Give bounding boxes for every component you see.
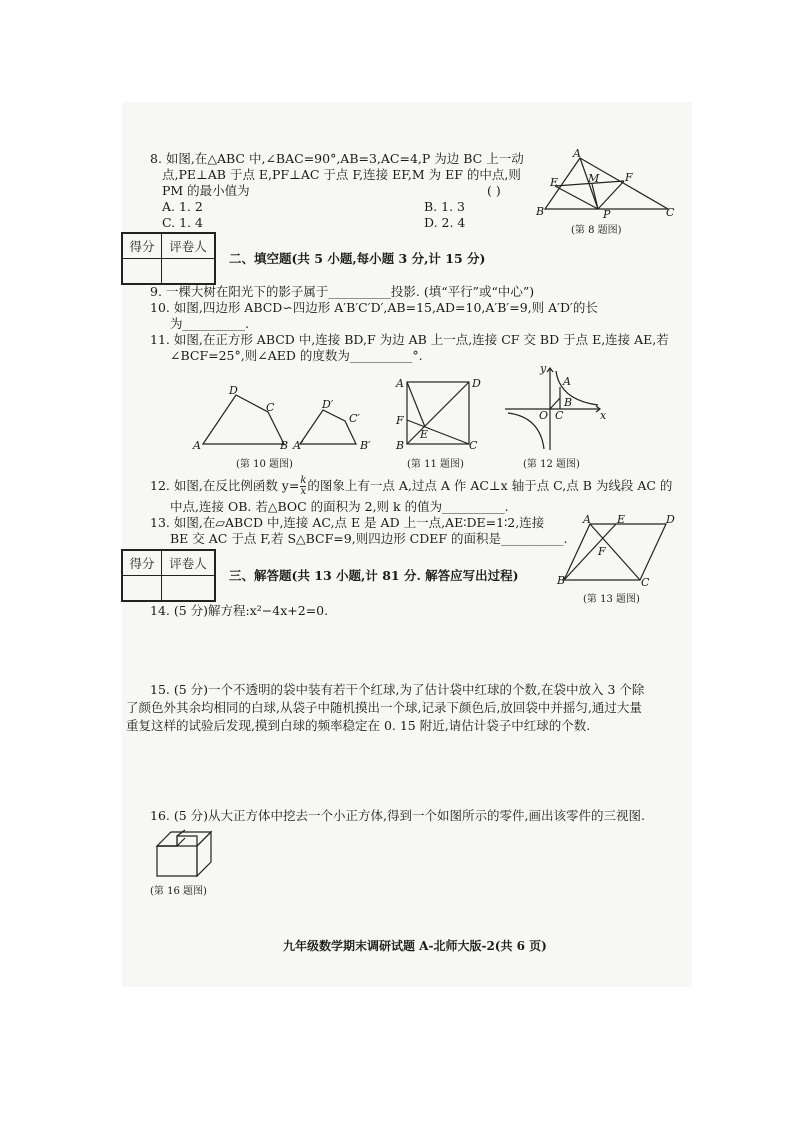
q8-answer-paren: ( ) [487, 183, 501, 198]
fig11-label-D: D [472, 377, 481, 390]
page-footer: 九年级数学期末调研试题 A-北师大版-2(共 6 页) [283, 939, 547, 953]
q12-text-pre: 12. 如图,在反比例函数 y= [150, 478, 300, 493]
fig11-label-F: F [396, 414, 404, 427]
fig10-label-A-prime: A′ [293, 439, 304, 452]
figure-11-square [405, 380, 471, 446]
q13-line-2: BE 交 AC 于点 F,若 S△BCF=9,则四边形 CDEF 的面积是__________. [170, 531, 568, 546]
q13-line-1: 13. 如图,在▱ABCD 中,连接 AC,点 E 是 AD 上一点,AE∶DE=1∶2,连接 [150, 515, 545, 530]
fig12-label-B: B [564, 396, 573, 409]
fig13-label-C: C [641, 576, 650, 589]
score-label: 得分 [123, 234, 162, 259]
fig11-label-B: B [396, 439, 405, 452]
fig13-label-A: A [583, 513, 591, 526]
q15-line-2: 了颜色外其余均相同的白球,从袋子中随机摸出一个球,记录下颜色后,放回袋中并摇匀,通过大量 [126, 700, 642, 715]
fig11-caption: (第 11 题图) [407, 459, 464, 470]
fig12-label-x: x [600, 409, 607, 422]
q12-frac-den: x [300, 486, 307, 497]
section-3-title: 三、解答题(共 13 小题,计 81 分. 解答应写出过程) [229, 568, 519, 583]
fig8-label-P: P [603, 208, 611, 221]
fig8-caption: (第 8 题图) [571, 225, 622, 236]
fig12-label-C: C [555, 409, 564, 422]
q8-option-c: C. 1. 4 [162, 215, 203, 230]
fig10-label-A: A [193, 439, 201, 452]
fig11-label-A: A [396, 377, 404, 390]
q8-option-d: D. 2. 4 [424, 215, 466, 230]
fig12-caption: (第 12 题图) [523, 459, 580, 470]
grader-cell[interactable] [162, 259, 215, 284]
fig12-label-y: y [540, 362, 547, 375]
grader-label: 评卷人 [162, 234, 215, 259]
fig11-label-E: E [420, 428, 429, 441]
q8-option-a: A. 1. 2 [162, 199, 203, 214]
score-cell[interactable] [123, 259, 162, 284]
figure-16-cube-part [155, 830, 215, 880]
q8-line-2: 点,PE⊥AB 于点 E,PF⊥AC 于点 F,连接 EF,M 为 EF 的中点,则 [162, 167, 521, 182]
q12-line-1 [150, 476, 672, 497]
fig13-label-E: E [617, 513, 626, 526]
fig10-label-D-prime: D′ [322, 398, 334, 411]
q8-option-b: B. 1. 3 [424, 199, 465, 214]
fig13-label-D: D [666, 513, 675, 526]
fig8-label-E: E [550, 176, 559, 189]
q15-line-3: 重复这样的试验后发现,摸到白球的频率稳定在 0. 15 附近,请估计袋子中红球的个数. [126, 718, 591, 733]
fig12-label-O: O [539, 409, 549, 422]
q12-line-2: 中点,连接 OB. 若△BOC 的面积为 2,则 k 的值为__________. [170, 499, 509, 514]
fig10-label-B-prime: B′ [360, 439, 371, 452]
score-box-2 [121, 549, 216, 602]
fig10-label-D: D [229, 384, 238, 397]
score-cell[interactable] [123, 576, 162, 601]
fig13-label-F: F [598, 545, 606, 558]
q12-frac-num: k [300, 475, 307, 486]
fig8-label-A: A [573, 147, 581, 160]
q11-line-1: 11. 如图,在正方形 ABCD 中,连接 BD,F 为边 AB 上一点,连接 CF 交 BD 于点 E,连接 AE,若 [150, 332, 669, 347]
q10-line-2: 为__________. [170, 316, 249, 331]
score-label: 得分 [123, 551, 162, 576]
fig11-label-C: C [469, 439, 478, 452]
section-2-title: 二、填空题(共 5 小题,每小题 3 分,计 15 分) [229, 251, 486, 266]
q11-line-2: ∠BCF=25°,则∠AED 的度数为__________°. [170, 348, 423, 363]
fig12-label-A: A [563, 375, 571, 388]
score-box-1 [121, 232, 216, 285]
grader-cell[interactable] [162, 576, 215, 601]
fig8-label-B: B [536, 205, 545, 218]
q12-text-post: 的图象上有一点 A,过点 A 作 AC⊥x 轴于点 C,点 B 为线段 AC 的 [307, 478, 673, 493]
q8-line-1: 8. 如图,在△ABC 中,∠BAC=90°,AB=3,AC=4,P 为边 BC 上一动 [150, 151, 524, 166]
fig10-label-B: B [280, 439, 289, 452]
fig8-label-C: C [666, 206, 675, 219]
grader-label: 评卷人 [162, 551, 215, 576]
fig10-caption: (第 10 题图) [236, 459, 293, 470]
fig10-label-C: C [266, 401, 275, 414]
fig10-label-C-prime: C′ [349, 412, 360, 425]
q8-line-3: PM 的最小值为 [162, 183, 250, 198]
q16-text: 16. (5 分)从大正方体中挖去一个小正方体,得到一个如图所示的零件,画出该零件的三视图. [150, 808, 645, 823]
q10-line-1: 10. 如图,四边形 ABCD∽四边形 A′B′C′D′,AB=15,AD=10,A′B′=9,则 A′D′的长 [150, 300, 598, 315]
q14-text: 14. (5 分)解方程:x²−4x+2=0. [150, 603, 329, 618]
figure-13-parallelogram [560, 520, 670, 585]
fig16-caption: (第 16 题图) [150, 886, 207, 897]
q15-line-1: 15. (5 分)一个不透明的袋中装有若干个红球,为了估计袋中红球的个数,在袋中放入 3 个除 [150, 682, 645, 697]
fig13-label-B: B [557, 574, 566, 587]
q9-text: 9. 一棵大树在阳光下的影子属于__________投影. (填“平行”或“中心”) [150, 284, 535, 299]
fig8-label-M: M [588, 172, 600, 185]
fig13-caption: (第 13 题图) [583, 594, 640, 605]
fig8-label-F: F [625, 171, 633, 184]
